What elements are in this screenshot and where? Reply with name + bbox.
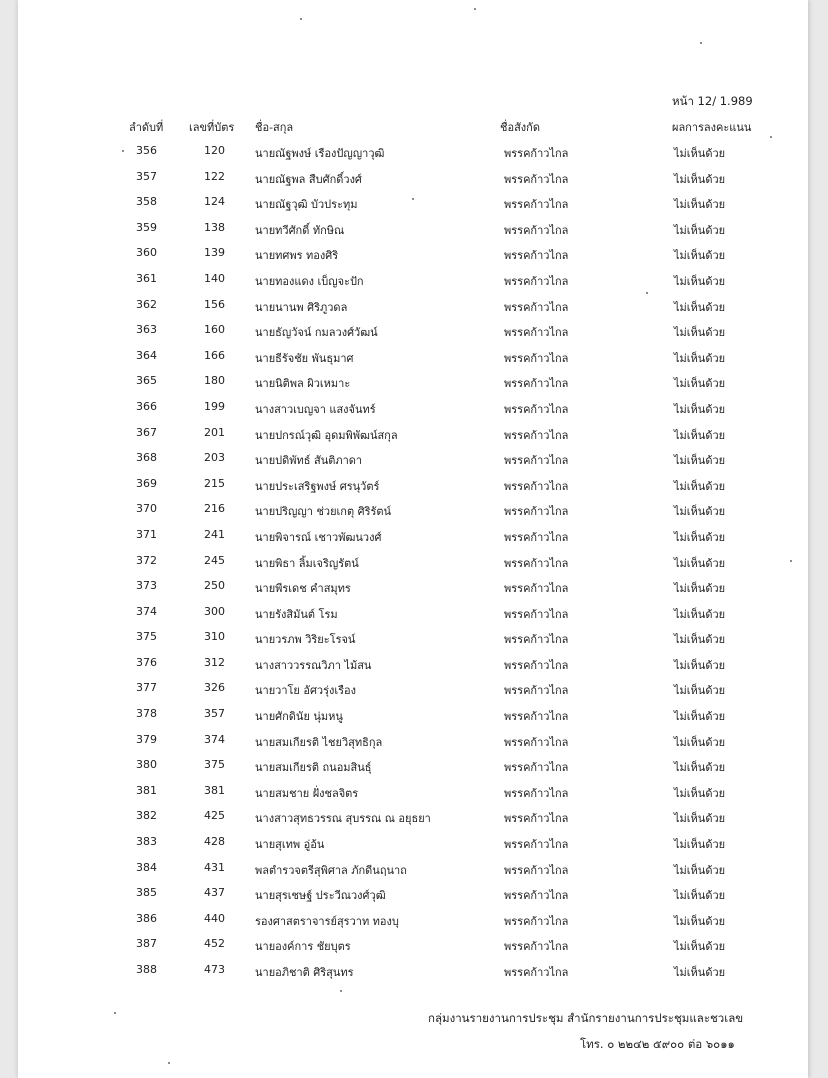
row-member-name: นายรังสิมันต์ โรม — [255, 607, 338, 621]
row-vote-result: ไม่เห็นด้วย — [674, 300, 726, 314]
row-vote-result: ไม่เห็นด้วย — [674, 530, 726, 544]
row-card-number: 241 — [204, 527, 225, 541]
row-vote-result: ไม่เห็นด้วย — [674, 172, 726, 186]
row-member-name: นายณัฐพล สืบศักดิ์วงศ์ — [255, 172, 362, 186]
row-card-number: 180 — [204, 374, 225, 388]
row-seq: 369 — [136, 476, 157, 490]
row-member-name: นายนิติพล ผิวเหมาะ — [255, 377, 351, 391]
row-party: พรรคก้าวไกล — [504, 812, 569, 826]
row-seq: 363 — [136, 323, 157, 337]
row-seq: 370 — [136, 502, 157, 516]
row-party: พรรคก้าวไกล — [504, 249, 569, 263]
row-seq: 385 — [136, 886, 157, 900]
row-member-name: นายณัฐพงษ์ เรืองปัญญาวุฒิ — [255, 147, 385, 160]
row-member-name: นายธีรัจชัย พันธุมาศ — [255, 351, 354, 365]
row-seq: 362 — [136, 297, 157, 311]
row-seq: 384 — [136, 860, 157, 874]
row-seq: 376 — [136, 655, 157, 669]
row-vote-result: ไม่เห็นด้วย — [674, 402, 726, 416]
row-member-name: นายพิจารณ์ เชาวพัฒนวงศ์ — [255, 530, 382, 544]
table-row — [18, 296, 808, 322]
row-seq: 356 — [136, 144, 157, 157]
row-seq: 373 — [136, 579, 157, 593]
row-card-number: 201 — [204, 425, 225, 439]
row-member-name: นายธัญวัจน์ กมลวงศ์วัฒน์ — [255, 326, 378, 340]
row-vote-result: ไม่เห็นด้วย — [674, 428, 726, 442]
row-card-number: 203 — [204, 451, 225, 465]
row-member-name: นางสาวสุทธวรรณ สุบรรณ ณ อยุธยา — [255, 812, 431, 826]
row-party: พรรคก้าวไกล — [504, 172, 569, 186]
table-row — [18, 705, 808, 731]
scan-speck — [646, 292, 648, 294]
row-vote-result: ไม่เห็นด้วย — [674, 658, 726, 672]
row-party: พรรคก้าวไกล — [504, 198, 569, 212]
row-seq: 380 — [136, 758, 157, 772]
row-vote-result: ไม่เห็นด้วย — [674, 556, 726, 570]
row-member-name: นายสุเทพ อู่อ้น — [255, 838, 325, 852]
row-party: พรรคก้าวไกล — [504, 633, 569, 647]
table-row — [18, 449, 808, 475]
scan-speck — [340, 990, 342, 992]
row-seq: 360 — [136, 246, 157, 260]
row-party: พรรคก้าวไกล — [504, 505, 569, 519]
row-card-number: 473 — [204, 963, 225, 976]
table-row — [18, 884, 808, 910]
row-card-number: 428 — [204, 835, 225, 849]
page-number: หน้า 12/ 1.989 — [672, 94, 753, 108]
row-vote-result: ไม่เห็นด้วย — [674, 479, 726, 493]
row-seq: 379 — [136, 732, 157, 746]
row-member-name: นายสมเกียรติ ไชยวิสุทธิกุล — [255, 735, 383, 749]
row-party: พรรคก้าวไกล — [504, 530, 569, 544]
row-party: พรรคก้าวไกล — [504, 479, 569, 493]
header-party: ชื่อสังกัด — [500, 121, 540, 134]
row-vote-result: ไม่เห็นด้วย — [674, 607, 726, 621]
scan-speck — [770, 136, 772, 138]
scan-speck — [168, 1062, 170, 1064]
header-vote: ผลการลงคะแนน — [672, 121, 752, 134]
row-card-number: 250 — [204, 579, 225, 593]
row-vote-result: ไม่เห็นด้วย — [674, 889, 726, 903]
row-vote-result: ไม่เห็นด้วย — [674, 684, 726, 698]
row-member-name: นายพิธา ลิ้มเจริญรัตน์ — [255, 556, 359, 570]
scan-speck — [700, 42, 702, 44]
row-party: พรรคก้าวไกล — [504, 838, 569, 852]
row-vote-result: ไม่เห็นด้วย — [674, 505, 726, 519]
row-seq: 377 — [136, 681, 157, 695]
row-member-name: นายสมชาย ฝั่งชลจิตร — [255, 786, 359, 800]
row-party: พรรคก้าวไกล — [504, 761, 569, 775]
table-row — [18, 142, 808, 168]
row-card-number: 160 — [204, 323, 225, 337]
table-row — [18, 347, 808, 373]
row-party: พรรคก้าวไกล — [504, 402, 569, 416]
row-member-name: นายวาโย อัศวรุ่งเรือง — [255, 684, 357, 698]
row-member-name: นายปกรณ์วุฒิ อุดมพิพัฒน์สกุล — [255, 428, 398, 442]
row-card-number: 357 — [204, 707, 225, 721]
footer-phone: โทร. ๐ ๒๒๔๒ ๕๙๐๐ ต่อ ๖๐๑๑ — [580, 1037, 735, 1051]
row-seq: 372 — [136, 553, 157, 567]
row-party: พรรคก้าวไกล — [504, 223, 569, 237]
row-member-name: พลตำรวจตรีสุพิศาล ภักดีนฤนาถ — [255, 863, 407, 877]
row-card-number: 312 — [204, 655, 225, 669]
row-vote-result: ไม่เห็นด้วย — [674, 863, 726, 877]
row-member-name: นายทศพร ทองศิริ — [255, 249, 339, 263]
row-card-number: 120 — [204, 144, 225, 157]
row-card-number: 245 — [204, 553, 225, 567]
row-seq: 365 — [136, 374, 157, 388]
scan-speck — [114, 1012, 116, 1014]
row-card-number: 375 — [204, 758, 225, 772]
row-party: พรรคก้าวไกล — [504, 556, 569, 570]
table-row — [18, 219, 808, 245]
row-vote-result: ไม่เห็นด้วย — [674, 249, 726, 263]
row-card-number: 156 — [204, 297, 225, 311]
row-vote-result: ไม่เห็นด้วย — [674, 582, 726, 596]
row-card-number: 124 — [204, 195, 225, 209]
row-member-name: นายอภิชาติ ศิริสุนทร — [255, 966, 354, 979]
vote-table — [18, 142, 808, 987]
row-card-number: 215 — [204, 476, 225, 490]
row-seq: 364 — [136, 348, 157, 362]
scan-speck — [474, 8, 476, 10]
row-seq: 371 — [136, 527, 157, 541]
table-row — [18, 731, 808, 757]
row-seq: 357 — [136, 169, 157, 183]
row-party: พรรคก้าวไกล — [504, 735, 569, 749]
row-card-number: 166 — [204, 348, 225, 362]
row-member-name: รองศาสตราจารย์สุรวาท ทองบุ — [255, 914, 399, 928]
row-vote-result: ไม่เห็นด้วย — [674, 735, 726, 749]
row-vote-result: ไม่เห็นด้วย — [674, 966, 726, 979]
row-card-number: 122 — [204, 169, 225, 183]
row-card-number: 437 — [204, 886, 225, 900]
row-party: พรรคก้าวไกล — [504, 351, 569, 365]
table-row — [18, 935, 808, 961]
row-member-name: นายวรภพ วิริยะโรจน์ — [255, 633, 356, 647]
row-vote-result: ไม่เห็นด้วย — [674, 274, 726, 288]
table-row — [18, 910, 808, 936]
row-card-number: 310 — [204, 630, 225, 644]
row-seq: 388 — [136, 963, 157, 976]
row-vote-result: ไม่เห็นด้วย — [674, 223, 726, 237]
row-card-number: 431 — [204, 860, 225, 874]
row-member-name: นายสมเกียรติ ถนอมสินธุ์ — [255, 761, 372, 775]
row-seq: 386 — [136, 911, 157, 925]
row-party: พรรคก้าวไกล — [504, 710, 569, 724]
row-card-number: 425 — [204, 809, 225, 823]
row-member-name: นายทวีศักดิ์ ทักษิณ — [255, 223, 345, 237]
row-member-name: นายสุรเชษฐ์ ประวีณวงศ์วุฒิ — [255, 889, 386, 903]
row-vote-result: ไม่เห็นด้วย — [674, 147, 726, 160]
row-card-number: 374 — [204, 732, 225, 746]
row-member-name: นายองค์การ ชัยบุตร — [255, 940, 351, 954]
table-row — [18, 552, 808, 578]
row-vote-result: ไม่เห็นด้วย — [674, 198, 726, 212]
row-vote-result: ไม่เห็นด้วย — [674, 351, 726, 365]
row-member-name: นายทองแดง เบ็ญจะปัก — [255, 274, 364, 288]
table-row — [18, 500, 808, 526]
row-vote-result: ไม่เห็นด้วย — [674, 326, 726, 340]
row-card-number: 300 — [204, 604, 225, 618]
row-member-name: นายประเสริฐพงษ์ ศรนุวัตร์ — [255, 479, 380, 493]
table-row — [18, 807, 808, 833]
row-party: พรรคก้าวไกล — [504, 684, 569, 698]
table-row — [18, 270, 808, 296]
row-vote-result: ไม่เห็นด้วย — [674, 940, 726, 954]
header-name: ชื่อ-สกุล — [255, 121, 294, 134]
header-card: เลขที่บัตร — [189, 121, 235, 134]
row-card-number: 381 — [204, 783, 225, 797]
row-party: พรรคก้าวไกล — [504, 940, 569, 954]
row-party: พรรคก้าวไกล — [504, 147, 569, 160]
table-row — [18, 756, 808, 782]
row-card-number: 326 — [204, 681, 225, 695]
table-row — [18, 526, 808, 552]
row-seq: 383 — [136, 835, 157, 849]
row-party: พรรคก้าวไกล — [504, 607, 569, 621]
row-seq: 374 — [136, 604, 157, 618]
row-seq: 381 — [136, 783, 157, 797]
row-card-number: 452 — [204, 937, 225, 951]
scan-speck — [412, 198, 414, 200]
header-seq: ลำดับที่ — [129, 121, 164, 134]
row-member-name: นายปดิพัทธ์ สันติภาดา — [255, 454, 363, 468]
row-vote-result: ไม่เห็นด้วย — [674, 786, 726, 800]
row-vote-result: ไม่เห็นด้วย — [674, 914, 726, 928]
row-seq: 367 — [136, 425, 157, 439]
row-party: พรรคก้าวไกล — [504, 428, 569, 442]
scan-speck — [300, 18, 302, 20]
row-seq: 358 — [136, 195, 157, 209]
row-card-number: 440 — [204, 911, 225, 925]
row-seq: 359 — [136, 220, 157, 234]
row-vote-result: ไม่เห็นด้วย — [674, 454, 726, 468]
row-vote-result: ไม่เห็นด้วย — [674, 377, 726, 391]
row-seq: 387 — [136, 937, 157, 951]
row-vote-result: ไม่เห็นด้วย — [674, 812, 726, 826]
table-row — [18, 961, 808, 987]
table-row — [18, 859, 808, 885]
row-party: พรรคก้าวไกล — [504, 274, 569, 288]
table-row — [18, 628, 808, 654]
row-member-name: นายพีรเดช คำสมุทร — [255, 582, 351, 596]
scan-speck — [790, 560, 792, 562]
footer-office: กลุ่มงานรายงานการประชุม สำนักรายงานการประชุมและชวเลข — [428, 1011, 744, 1025]
row-member-name: นางสาววรรณวิภา ไม้สน — [255, 658, 372, 672]
table-row — [18, 577, 808, 603]
row-vote-result: ไม่เห็นด้วย — [674, 838, 726, 852]
table-row — [18, 475, 808, 501]
table-row — [18, 168, 808, 194]
row-member-name: นายศักดินัย นุ่มหนู — [255, 710, 343, 724]
table-row — [18, 372, 808, 398]
document-page — [18, 0, 808, 1078]
table-row — [18, 603, 808, 629]
row-seq: 375 — [136, 630, 157, 644]
row-party: พรรคก้าวไกล — [504, 326, 569, 340]
table-row — [18, 654, 808, 680]
row-card-number: 138 — [204, 220, 225, 234]
table-row — [18, 244, 808, 270]
row-party: พรรคก้าวไกล — [504, 863, 569, 877]
row-seq: 368 — [136, 451, 157, 465]
table-row — [18, 782, 808, 808]
row-party: พรรคก้าวไกล — [504, 454, 569, 468]
row-seq: 378 — [136, 707, 157, 721]
row-member-name: นายณัฐวุฒิ บัวประทุม — [255, 198, 358, 212]
table-row — [18, 321, 808, 347]
row-party: พรรคก้าวไกล — [504, 377, 569, 391]
row-party: พรรคก้าวไกล — [504, 786, 569, 800]
row-card-number: 216 — [204, 502, 225, 516]
row-card-number: 139 — [204, 246, 225, 260]
row-card-number: 199 — [204, 399, 225, 413]
row-member-name: นายนานพ ศิริภูวดล — [255, 300, 348, 314]
table-row — [18, 679, 808, 705]
row-vote-result: ไม่เห็นด้วย — [674, 633, 726, 647]
row-party: พรรคก้าวไกล — [504, 300, 569, 314]
row-member-name: นางสาวเบญจา แสงจันทร์ — [255, 402, 376, 416]
row-seq: 366 — [136, 399, 157, 413]
row-member-name: นายปริญญา ช่วยเกตุ ศิริรัตน์ — [255, 505, 392, 519]
row-party: พรรคก้าวไกล — [504, 966, 569, 979]
row-card-number: 140 — [204, 271, 225, 285]
row-party: พรรคก้าวไกล — [504, 658, 569, 672]
table-row — [18, 424, 808, 450]
table-row — [18, 398, 808, 424]
row-party: พรรคก้าวไกล — [504, 889, 569, 903]
row-vote-result: ไม่เห็นด้วย — [674, 761, 726, 775]
row-seq: 361 — [136, 271, 157, 285]
row-seq: 382 — [136, 809, 157, 823]
table-row — [18, 833, 808, 859]
row-party: พรรคก้าวไกล — [504, 914, 569, 928]
row-party: พรรคก้าวไกล — [504, 582, 569, 596]
row-vote-result: ไม่เห็นด้วย — [674, 710, 726, 724]
scan-speck — [122, 150, 124, 152]
